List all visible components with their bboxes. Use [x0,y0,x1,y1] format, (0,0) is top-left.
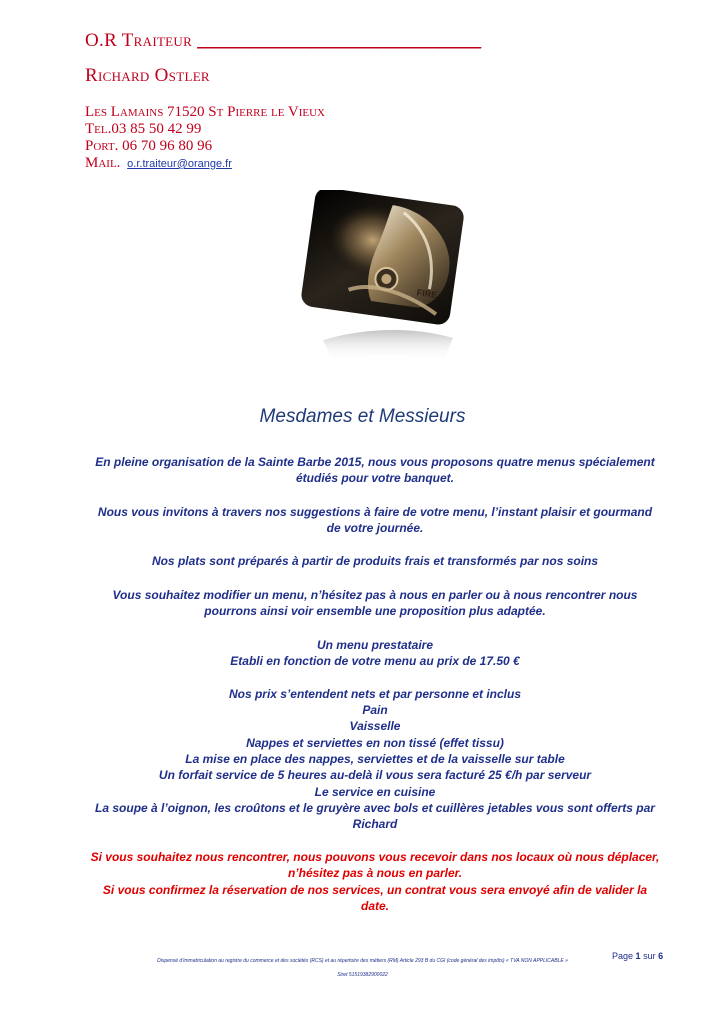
contract-notice: Si vous confirmez la réservation de nos services, un contrat vous sera envoyé afin de valider la date. [102,883,648,913]
legal-notice: Dispensé d’immatriculation au registre du commerce et des sociétés (RCS) et au répertoire des métiers (RM) Article 293 B du CGI (code général des impôts) « TVA NON APPLICABLE » [157,958,568,964]
intro-paragraph: En pleine organisation de la Sainte Barbe 2015, nous vous proposons quatre menus spécialement étudiés pour votre banquet. [95,455,655,485]
fire-helmet-photo [293,190,468,370]
company-title [85,30,481,52]
siret-number: Siret 51519382900022 [337,972,388,978]
owner-name: Richard Ostler [85,65,210,86]
mobile-phone: Port. 06 70 96 80 96 [85,138,213,154]
menu-line-2: Etabli en fonction de votre menu au prix de 17.50 € [230,654,520,668]
inclusion-item: La soupe à l’oignon, les croûtons et le gruyère avec bols et cuillères jetables vous sont offerts par Richard [95,801,655,831]
svg-text:FIRE: FIRE [416,287,438,301]
inclusion-item: Vaisselle [349,719,401,733]
inclusion-item: Le service en cuisine [314,785,436,799]
page-sep: sur [643,951,656,961]
salutation-heading: Mesdames et Messieurs [259,406,466,427]
modify-menu-paragraph: Vous souhaitez modifier un menu, n’hésitez pas à nous en parler ou à nous rencontrer nous pourrons ainsi voir ensemble une proposition plus adaptée. [112,588,638,618]
telephone: Tel.03 85 50 42 99 [85,121,202,137]
inclusion-item: Pain [362,703,388,717]
menu-line-1: Un menu prestataire [316,638,434,652]
mail-line [85,155,232,172]
page-current: 1 [635,951,641,961]
title-rule: _____________________________ [197,30,482,51]
inclusion-item: Nappes et serviettes en non tissé (effet tissu) [246,736,504,750]
inclusion-item: Un forfait service de 5 heures au-delà il vous sera facturé 25 €/h par serveur [158,768,592,782]
meeting-notice: Si vous souhaitez nous rencontrer, nous pouvons vous recevoir dans nos locaux où nous déplacer, n’hésitez pas à nous en parler. [90,850,660,880]
inclusion-item: La mise en place des nappes, serviettes et de la vaisselle sur table [185,752,565,766]
page-prefix: Page [612,951,634,961]
mail-link[interactable]: o.r.traiteur@orange.fr [127,158,232,170]
inclusions-intro: Nos prix s’entendent nets et par personne et inclus [228,687,522,701]
mail-label: Mail. [85,155,121,171]
invitation-paragraph: Nous vous invitons à travers nos suggestions à faire de votre menu, l’instant plaisir et gourmand de votre journée. [97,505,653,535]
fresh-products-paragraph: Nos plats sont préparés à partir de produits frais et transformés par nos soins [151,554,599,568]
address: Les Lamains 71520 St Pierre le Vieux [85,104,326,120]
page-total: 6 [658,951,664,961]
company-name: O.R Traiteur [85,30,193,51]
